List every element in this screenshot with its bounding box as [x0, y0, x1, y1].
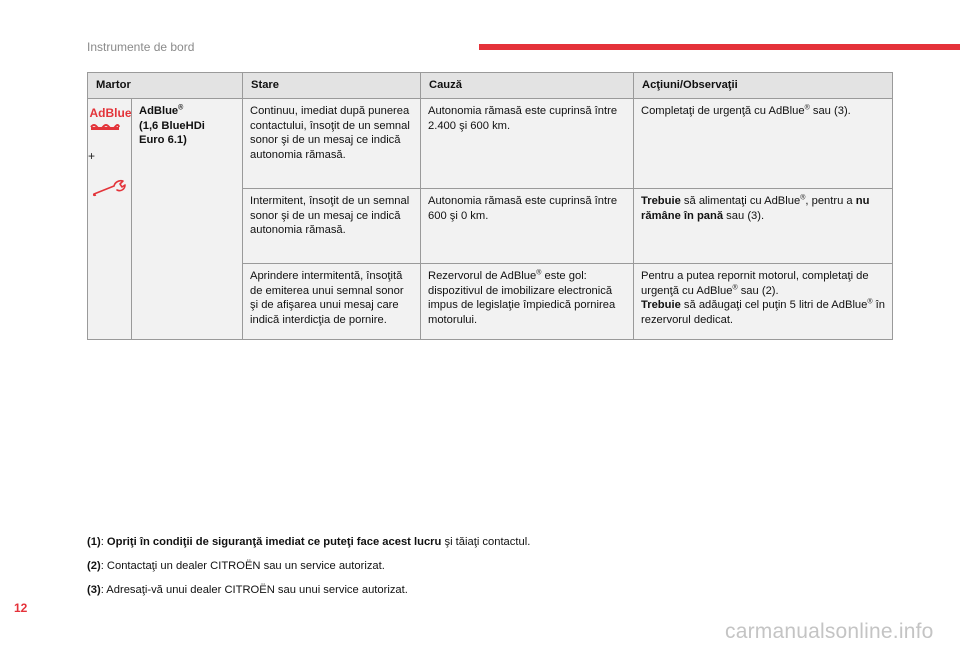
warning-lights-table — [87, 72, 893, 340]
footnote-ref: (1) — [87, 536, 101, 548]
actiuni-text: Pentru a putea repornit motorul, completaţi de urgenţă cu AdBlue — [641, 270, 869, 297]
stare-cell: Continuu, imediat după punerea contactului, însoţit de un semnal sonor şi de un mesaj ce indică autonomia rămasă. — [243, 99, 421, 189]
watermark: carmanualsonline.info — [725, 620, 934, 643]
registered-mark: ® — [732, 283, 738, 291]
actiuni-bold: Trebuie — [641, 299, 681, 311]
actiuni-text: să adăugaţi cel puţin 5 litri de AdBlue — [680, 299, 868, 311]
column-header-cauza: Cauză — [421, 73, 634, 99]
adblue-icon — [90, 107, 130, 135]
stare-cell: Intermitent, însoţit de un semnal sonor şi de un mesaj ce indică autonomia rămasă. — [243, 189, 421, 264]
footnote-bold: Opriţi în condiţii de siguranţă imediat ce puteţi face acest lucru — [106, 536, 442, 548]
plus-sign: + — [88, 148, 96, 163]
footnote-text: Adresaţi-vă unui dealer CITROËN sau unui service autorizat. — [106, 584, 408, 596]
actiuni-text: în rezervorul dedicat. — [641, 299, 886, 326]
footnote-ref: (3) — [87, 584, 101, 596]
header-accent-bar — [479, 44, 960, 50]
column-header-martor: Martor — [88, 73, 243, 99]
wrench-icon — [92, 179, 128, 197]
footnote-sep: : — [100, 584, 107, 596]
section-title: Instrumente de bord — [87, 40, 195, 54]
cauza-cell: Autonomia rămasă este cuprinsă între 600 şi 0 km. — [421, 189, 634, 264]
actiuni-text: sau (3). — [809, 105, 851, 117]
column-header-stare: Stare — [243, 73, 421, 99]
footnote-3 — [87, 583, 530, 597]
footnote-sep: : — [100, 560, 107, 572]
icon-cell — [88, 99, 132, 340]
actiuni-text: sau (2). — [737, 284, 779, 297]
actiuni-text: să alimentaţi cu AdBlue — [680, 195, 801, 207]
footnote-sep: : — [100, 536, 107, 548]
stare-cell: Aprindere intermitentă, însoţită de emiterea unui semnal sonor şi de afişarea unui mesaj care indică interdicţia de pornire. — [243, 264, 421, 340]
table-row — [88, 99, 893, 189]
martor-norm: Euro 6.1) — [139, 134, 187, 146]
registered-mark: ® — [178, 104, 184, 112]
actiuni-text: , pentru a — [805, 195, 856, 207]
footnote-text: Contactaţi un dealer CITROËN sau un service autorizat. — [106, 560, 385, 572]
cauza-cell — [421, 264, 634, 340]
actiuni-cell — [634, 264, 893, 340]
page-number: 12 — [14, 601, 28, 615]
footnote-text: şi tăiaţi contactul. — [441, 536, 531, 548]
footnote-ref: (2) — [87, 560, 101, 572]
martor-name-cell — [132, 99, 243, 340]
actiuni-cell — [634, 99, 893, 189]
cauza-cell: Autonomia rămasă este cuprinsă între 2.400 şi 600 km. — [421, 99, 634, 189]
registered-mark: ® — [804, 104, 810, 112]
martor-engine: (1,6 BlueHDi — [139, 119, 205, 132]
martor-name: AdBlue — [139, 105, 179, 117]
footnote-1 — [87, 535, 530, 549]
actiuni-bold: Trebuie — [641, 195, 681, 207]
cauza-text: este gol: dispozitivul de imobilizare electronică impus de legislaţie împiedică pornirea motorului. — [428, 270, 616, 326]
table-header-row — [88, 73, 893, 99]
adblue-logo-text: AdBlue — [89, 106, 132, 120]
adblue-wave-icon — [90, 123, 120, 130]
registered-mark: ® — [536, 269, 542, 277]
footnotes — [87, 535, 530, 607]
actiuni-cell — [634, 189, 893, 264]
actiuni-bold: nu rămâne în pană — [641, 195, 870, 222]
actiuni-text: sau (3). — [723, 209, 765, 222]
registered-mark: ® — [867, 298, 873, 306]
footnote-2 — [87, 559, 530, 573]
cauza-text: Rezervorul de AdBlue — [428, 270, 537, 282]
registered-mark: ® — [800, 194, 806, 202]
actiuni-text: Completaţi de urgenţă cu AdBlue — [641, 105, 805, 117]
column-header-actiuni: Acţiuni/Observaţii — [634, 73, 893, 99]
